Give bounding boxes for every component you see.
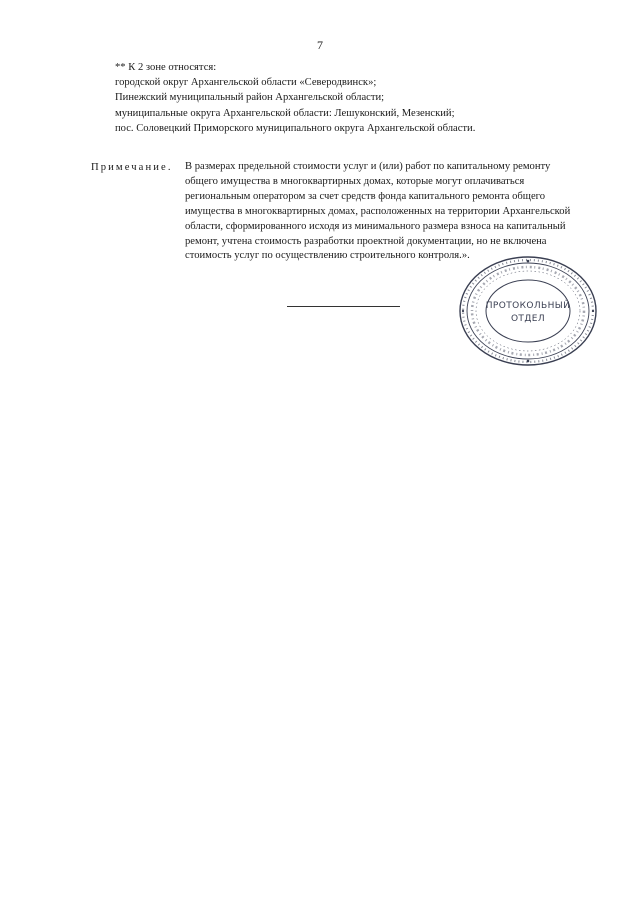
remark-line: стоимость услуг по осуществлению строительного контроля.». (185, 250, 470, 262)
separator-line (287, 306, 400, 307)
page-number: 7 (317, 38, 323, 52)
zone-note-item: городской округ Архангельской области «Северодвинск»; (115, 77, 377, 89)
zone-note-heading: ** К 2 зоне относятся: (115, 62, 217, 73)
stamp-line-1: ПРОТОКОЛЬНЫЙ (485, 301, 571, 311)
stamp-seal-icon (454, 252, 602, 370)
remark-label: Примечание. (91, 162, 173, 173)
remark-line: имущества в многоквартирных домах, расположенных на территории Архангельской (185, 205, 571, 217)
remark-line: ремонт, учтена стоимость разработки проектной документации, но не включена (185, 235, 547, 247)
official-stamp (454, 252, 602, 370)
remark-line: В размерах предельной стоимости услуг и (или) работ по капитальному ремонту (185, 161, 551, 172)
remark-line: региональным оператором за счет средств фонда капитального ремонта общего (185, 190, 546, 202)
zone-note-item: муниципальные округа Архангельской области: Лешуконский, Мезенский; (115, 107, 455, 119)
zone-note-item: пос. Соловецкий Приморского муниципального округа Архангельской области. (115, 122, 476, 134)
zone-note-item: Пинежский муниципальный район Архангельской области; (115, 92, 385, 104)
remark-text (183, 160, 597, 264)
remark-line: области, сформированного исходя из минимального размера взноса на капитальный (185, 220, 566, 232)
stamp-line-2: ОТДЕЛ (510, 314, 546, 324)
zone-note (115, 60, 535, 136)
remark-line: общего имущества в многоквартирных домах, которые могут оплачиваться (185, 175, 525, 187)
